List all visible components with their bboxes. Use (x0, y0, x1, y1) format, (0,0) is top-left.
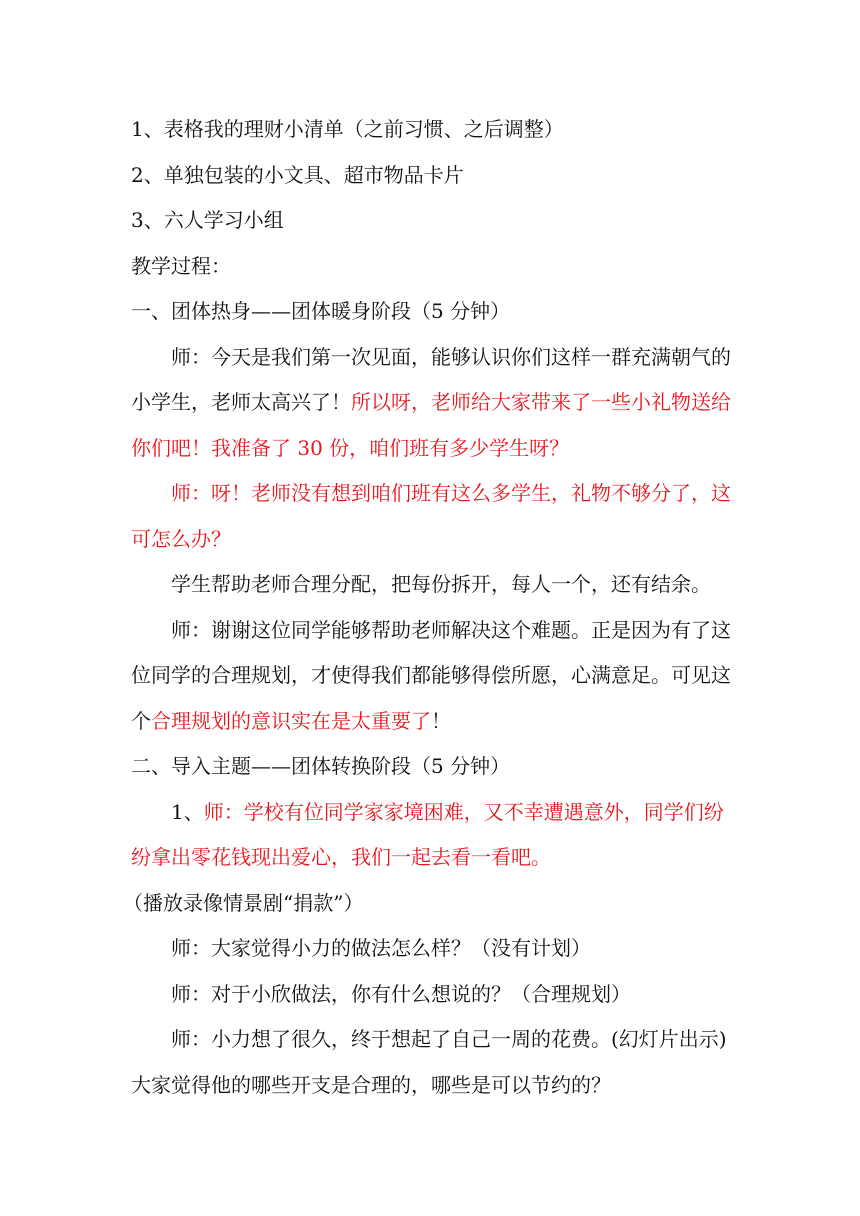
section1-p2-line2: 可怎么办？ (131, 526, 231, 551)
materials-item-3: 3、六人学习小组 (131, 208, 284, 232)
section1-p2-line1: 师：呀！老师没有想到咱们班有这么多学生，礼物不够分了，这 (171, 481, 731, 505)
section1-p4-line3-highlight: 合理规划的意识实在是太重要了 (151, 708, 431, 733)
document-page (123, 107, 731, 1108)
section1-p4-line3-end: ！ (431, 708, 451, 733)
section2-p4-line2: 大家觉得他的哪些开支是合理的，哪些是可以节约的？ (131, 1072, 611, 1097)
section2-p1-line1 (131, 790, 731, 836)
section1-p1-line2-plain: 小学生，老师太高兴了！ (131, 390, 351, 414)
section2-p2: 师：大家觉得小力的做法怎么样？（没有计划） (171, 936, 591, 960)
section1-p1-line2-highlight: 所以呀，老师给大家带来了一些小礼物送给 (351, 390, 731, 414)
section1-p1-line2 (131, 380, 731, 426)
section1-p1-line1: 师：今天是我们第一次见面，能够认识你们这样一群充满朝气的 (171, 344, 731, 369)
section2-p4-line1: 师：小力想了很久，终于想起了自己一周的花费。(幻灯片出示) (171, 1027, 727, 1051)
section1-p4-line1: 师：谢谢这位同学能够帮助老师解决这个难题。正是因为有了这 (171, 617, 731, 642)
section1-p4-line3 (131, 699, 731, 745)
section1-heading: 一、团体热身——团体暖身阶段（5 分钟） (131, 299, 511, 323)
section2-heading: 二、导入主题——团体转换阶段（5 分钟） (131, 754, 511, 778)
section1-p4-line3-start: 个 (131, 708, 151, 733)
materials-item-2: 2、单独包装的小文具、超市物品卡片 (131, 162, 464, 187)
section1-p4-line2: 位同学的合理规划，才使得我们都能够得偿所愿，心满意足。可见这 (131, 663, 731, 687)
section2-p1-line1-highlight: 师：学校有位同学家家境困难，又不幸遭遇意外，同学们纷 (203, 799, 724, 824)
process-heading: 教学过程： (131, 253, 231, 278)
section2-p1-number: 1、 (171, 799, 204, 824)
section2-p1-line2: 纷拿出零花钱现出爱心，我们一起去看一看吧。 (131, 845, 551, 869)
materials-item-1: 1、表格我的理财小清单（之前习惯、之后调整） (131, 117, 564, 141)
section1-p1-line3: 你们吧！我准备了 30 份，咱们班有多少学生呀？ (131, 435, 570, 460)
video-note: （播放录像情景剧“捐款”） (123, 890, 364, 915)
section2-p3: 师：对于小欣做法，你有什么想说的？（合理规划） (171, 981, 631, 1006)
section1-p3: 学生帮助老师合理分配，把每份拆开，每人一个，还有结余。 (171, 572, 711, 596)
